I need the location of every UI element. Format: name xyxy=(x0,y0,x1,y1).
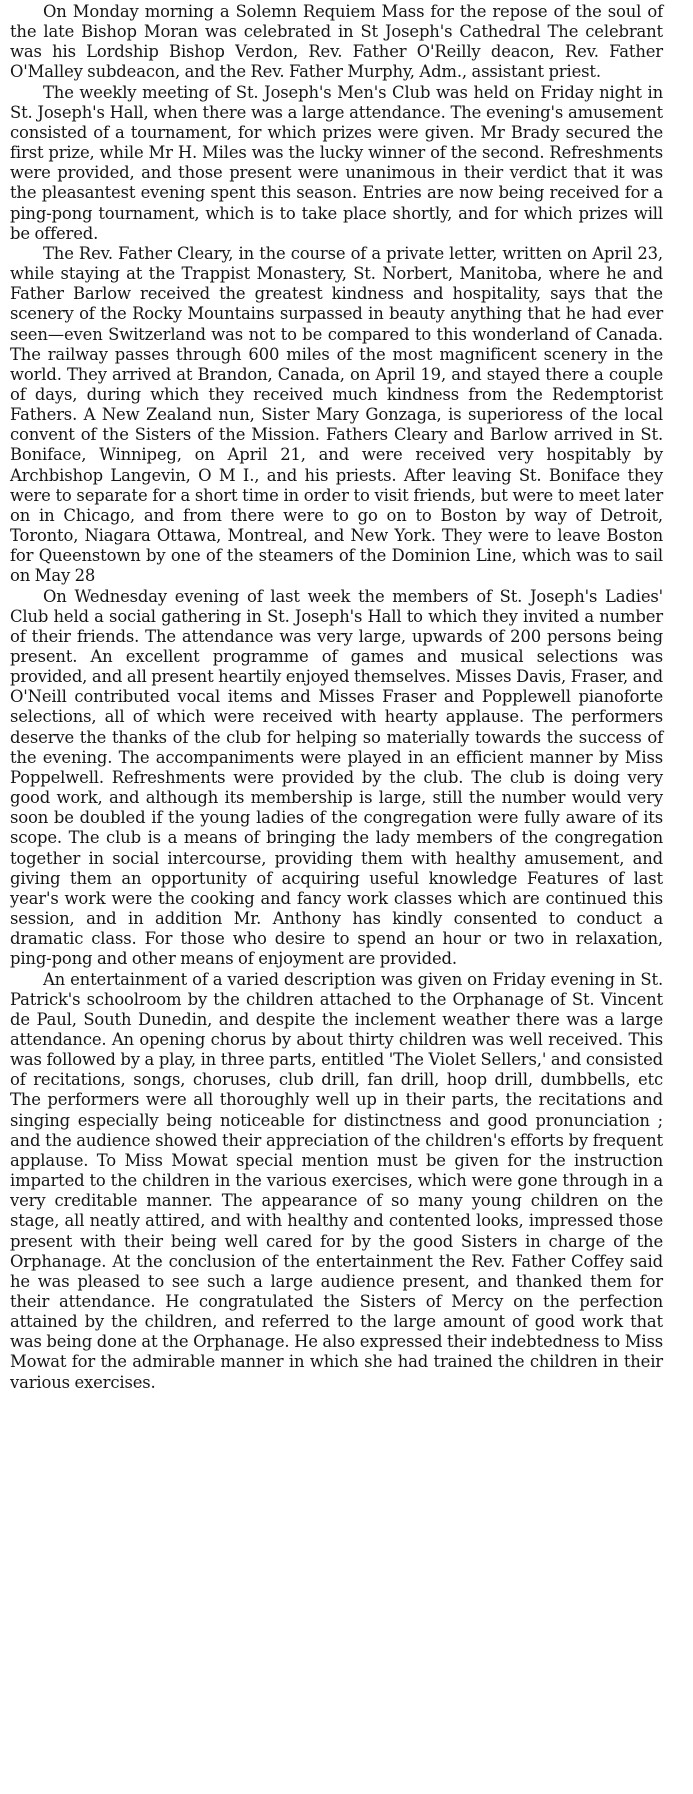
paragraph-mens-club: The weekly meeting of St. Joseph's Men's Club was held on Friday night in St. Joseph's Hall, when there was a large attendance. The evening's amusement consisted of a tournament, for which prizes were given. Mr Brady secured the first prize, while Mr H. Miles was the lucky winner of the second. Refreshments were provided, and those present were unanimous in their verdict that it was the pleasantest evening spent this season. Entries are now being received for a ping-pong tournament, which is to take place shortly, and for which prizes will be offered. xyxy=(10,82,663,243)
paragraph-ladies-club: On Wednesday evening of last week the members of St. Joseph's Ladies' Club held a social gathering in St. Joseph's Hall to which they invited a number of their friends. The attendance was very large, upwards of 200 persons being present. An excellent programme of games and musical selections was provided, and all present heartily enjoyed themselves. Misses Davis, Fraser, and O'Neill contributed vocal items and Misses Fraser and Popplewell pianoforte selections, all of which were received with hearty applause. The performers deserve the thanks of the club for helping so materially towards the success of the evening. The accompaniments were played in an efficient manner by Miss Poppelwell. Refreshments were provided by the club. The club is doing very good work, and although its membership is large, still the number would very soon be doubled if the young ladies of the congregation were fully aware of its scope. The club is a means of bringing the lady members of the congregation together in social intercourse, providing them with healthy amusement, and giving them an opportunity of acquiring useful knowledge Features of last year's work were the cooking and fancy work classes which are continued this session, and in addition Mr. Anthony has kindly consented to conduct a dramatic class. For those who desire to spend an hour or two in relaxation, ping-pong and other means of enjoyment are provided. xyxy=(10,586,663,969)
paragraph-orphanage-entertainment: An entertainment of a varied description was given on Friday evening in St. Patrick's schoolroom by the children attached to the Orphanage of St. Vincent de Paul, South Dunedin, and despite the inclement weather there was a large attendance. An opening chorus by about thirty children was well received. This was followed by a play, in three parts, entitled 'The Violet Sellers,' and consisted of recitations, songs, choruses, club drill, fan drill, hoop drill, dumbbells, etc The performers were all thoroughly well up in their parts, the recitations and singing especially being noticeable for distinctness and good pronunciation ; and the audience showed their appreciation of the children's efforts by frequent applause. To Miss Mowat special mention must be given for the instruction imparted to the children in the various exercises, which were gone through in a very creditable manner. The appearance of so many young children on the stage, all neatly attired, and with healthy and contented looks, impressed those present with their being well cared for by the good Sisters in charge of the Orphanage. At the conclusion of the entertainment the Rev. Father Coffey said he was pleased to see such a large audience present, and thanked them for their attendance. He congratulated the Sisters of Mercy on the perfection attained by the children, and referred to the large amount of good work that was being done at the Orphanage. He also expressed their indebtedness to Miss Mowat for the admirable manner in which she had trained the children in their various exercises. xyxy=(10,969,663,1392)
paragraph-father-cleary-letter: The Rev. Father Cleary, in the course of a private letter, written on April 23, while staying at the Trappist Monastery, St. Norbert, Manitoba, where he and Father Barlow received the greatest kindness and hospitality, says that the scenery of the Rocky Mountains surpassed in beauty anything that he had ever seen—even Switzerland was not to be compared to this wonderland of Canada. The railway passes through 600 miles of the most magnificent scenery in the world. They arrived at Brandon, Canada, on April 19, and stayed there a couple of days, during which they received much kindness from the Redemptorist Fathers. A New Zealand nun, Sister Mary Gonzaga, is superioress of the local convent of the Sisters of the Mission. Fathers Cleary and Barlow arrived in St. Boniface, Winnipeg, on April 21, and were received very hospitably by Archbishop Langevin, O M I., and his priests. After leaving St. Boniface they were to separate for a short time in order to visit friends, but were to meet later on in Chicago, and from there were to go on to Boston by way of Detroit, Toronto, Niagara Ottawa, Montreal, and New York. They were to leave Boston for Queenstown by one of the steamers of the Dominion Line, which was to sail on May 28 xyxy=(10,243,663,586)
paragraph-requiem-mass: On Monday morning a Solemn Requiem Mass for the repose of the soul of the late Bishop Moran was celebrated in St Joseph's Cathedral The celebrant was his Lordship Bishop Verdon, Rev. Father O'Reilly deacon, Rev. Father O'Malley subdeacon, and the Rev. Father Murphy, Adm., assistant priest. xyxy=(10,2,663,82)
